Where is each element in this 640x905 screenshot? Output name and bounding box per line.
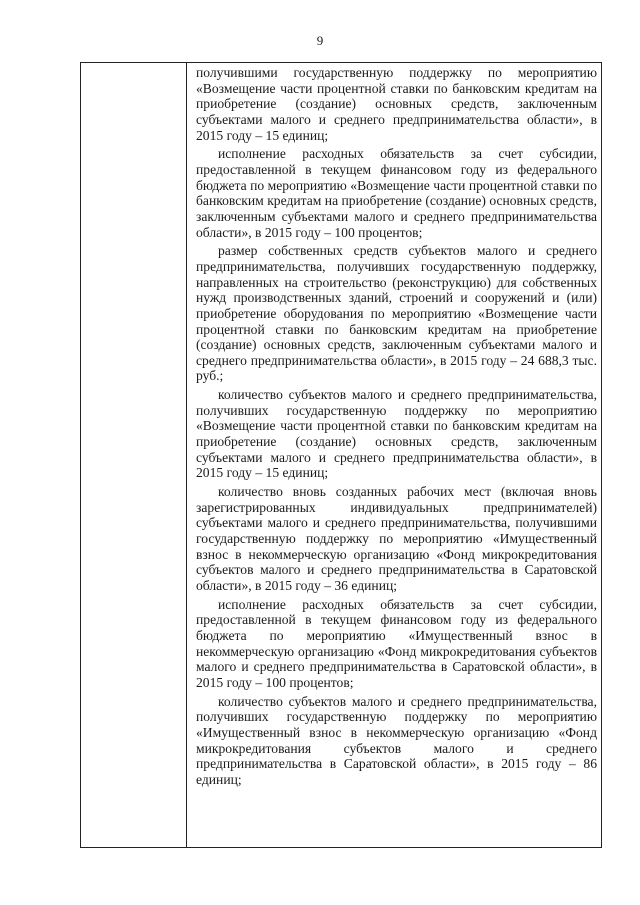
paragraph-2: исполнение расходных обязательств за счет субсидии, предоставленной в текущем финансовом году из федерального бюджета по мероприятию «Возмещение части процентной ставки по банковским кредитам на приобретение (создание) основных средств, заключенным субъектами малого и среднего предпринимательства области», в 2015 году – 100 процентов; xyxy=(196,146,597,240)
paragraph-6: исполнение расходных обязательств за счет субсидии, предоставленной в текущем финансовом году из федерального бюджета по мероприятию «Имущественный взнос в некоммерческую организацию «Фонд микрокредитования субъектов малого и среднего предпринимательства в Саратовской области», в 2015 году – 100 процентов; xyxy=(196,596,597,690)
document-table xyxy=(80,62,602,848)
page-number: 9 xyxy=(316,33,324,48)
paragraph-7: количество субъектов малого и среднего предпринимательства, получивших государственную поддержку по мероприятию «Имущественный взнос в некоммерческую организацию «Фонд микрокредитования субъектов малого и среднего предпринимательства в Саратовской области», в 2015 году – 86 единиц; xyxy=(196,693,597,787)
table-right-cell xyxy=(188,63,601,847)
paragraph-3: размер собственных средств субъектов малого и среднего предпринимательства, получивших государственную поддержку, направленных на строительство (реконструкцию) для собственных нужд производственных зданий, строений и сооружений и (или) приобретение оборудования по мероприятию «Возмещение части процентной ставки по банковским кредитам на приобретение (создание) основных средств, заключенным субъектами малого и среднего предпринимательства области», в 2015 году – 24 688,3 тыс. руб.; xyxy=(196,243,597,384)
paragraph-1: получившими государственную поддержку по мероприятию «Возмещение части процентной ставки по банковским кредитам на приобретение (создание) основных средств, заключенным субъектами малого и среднего предпринимательства области», в 2015 году – 15 единиц; xyxy=(196,65,597,143)
paragraph-4: количество субъектов малого и среднего предпринимательства, получивших государственную поддержку по мероприятию «Возмещение части процентной ставки по банковским кредитам на приобретение (создание) основных средств, заключенным субъектами малого и среднего предпринимательства области», в 2015 году – 15 единиц; xyxy=(196,387,597,481)
table-left-cell xyxy=(81,63,187,847)
paragraph-5: количество вновь созданных рабочих мест (включая вновь зарегистрированных индивидуальных предпринимателей) субъектами малого и среднего предпринимательства, получившими государственную поддержку по мероприятию «Имущественный взнос в некоммерческую организацию «Фонд микрокредитования субъектов малого и среднего предпринимательства в Саратовской области», в 2015 году – 36 единиц; xyxy=(196,484,597,593)
